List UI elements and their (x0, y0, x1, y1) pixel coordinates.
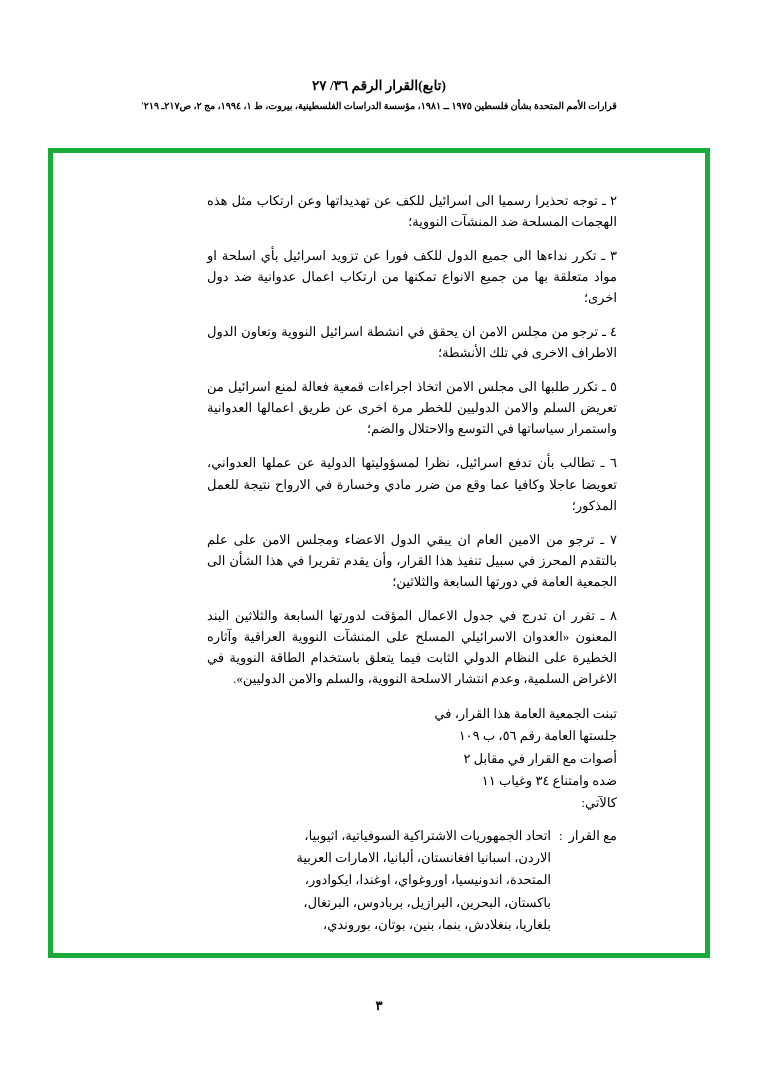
adoption-note (207, 703, 617, 815)
clause-item: ٤ ـ ترجو من مجلس الامن ان يحقق في انشطة اسرائيل النووية وتعاون الدول الاطراف الاخرى في تلك الأنشطة؛ (207, 324, 617, 361)
clause-item: ٨ ـ تقرر ان تدرج في جدول الاعمال المؤقت لدورتها السابعة والثلاثين البند المعنون «العدوان الاسرائيلي المسلح على المنشآت النووية العراقية وآثاره الخطيرة على النظام الدولي الثابت فيما يتعلق باستخدام الطاقة النووية في الاغراض السلمية، وعدم انتشار الاسلحة النووية، والسلم والامن الدوليين». (207, 607, 617, 686)
vote-list-colon: : (559, 827, 563, 843)
resolution-body (207, 177, 617, 937)
vote-list-line: الاردن، اسبانيا افغانستان، ألبانيا، الامارات العربية (296, 850, 552, 866)
green-border-frame (48, 148, 710, 958)
adoption-line: جلستها العامة رقم ٥٦، ب ١٠٩ (458, 728, 617, 744)
clause-item: ٦ ـ تطالب بأن تدفع اسرائيل، نظرا لمسؤوليتها الدولية عن عملها العدواني، تعويضا عاجلا وكافيا عما وقع من ضرر مادي وخسارة في الارواح نتيجة للعمل المذكور؛ (207, 455, 617, 513)
adoption-line: ضده وامتناع ٣٤ وغياب ١١ (481, 773, 617, 789)
vote-list-line: باكستان، البحرين، البرازيل، بربادوس، البرتغال، (303, 894, 552, 910)
vote-list-line: المتحدة، اندونيسيا، اوروغواي، اوغندا، ايكوادور، (304, 872, 552, 888)
adoption-line: كالآتي: (581, 795, 617, 811)
page-header (0, 78, 758, 112)
vote-list-in-favour (207, 825, 617, 937)
clause-item: ٢ ـ توجه تحذيرا رسميا الى اسرائيل للكف عن تهديداتها وعن ارتكاب مثل هذه الهجمات المسلحة ضد المنشآت النووية؛ (207, 193, 617, 230)
vote-list-line: اتحاد الجمهوريات الاشتراكية السوفياتية، اثيوبيا، (304, 827, 552, 843)
clause-item: ٧ ـ ترجو من الامين العام ان يبقي الدول الاعضاء ومجلس الامن على علم بالتقدم المحرز في سبيل تنفيذ هذا القرار، وأن يقدم تقريرا في هذا الشأن الى الجمعية العامة في دورتها السابعة والثلاثين؛ (207, 531, 617, 589)
adoption-line: تبنت الجمعية العامة هذا القرار، في (434, 705, 617, 721)
page-number: ٣ (375, 998, 383, 1013)
clause-item: ٥ ـ تكرر طلبها الى مجلس الامن اتخاذ اجراءات قمعية فعالة لمنع اسرائيل من تعريض السلم والامن الدوليين للخطر مرة اخرى عن طريق اعمالها العدوانية واستمرار سياساتها في التوسع والاحتلال والضم؛ (207, 379, 617, 437)
vote-list-countries (207, 825, 551, 937)
vote-list-line: بلغاريا، بنغلادش، بنما، بنين، بوتان، بوروندي، (323, 917, 552, 933)
page-source-citation: قرارات الأمم المتحدة بشأن فلسطين ١٩٧٥ ــ ١٩٨١، مؤسسة الدراسات الفلسطينية، بيروت، ط ١، ١٩٩٤، مج ٢، ص٢١٧ـ ٢١٩' (141, 102, 617, 112)
page-title: (تابع)القرار الرقم ٣٦/ ٢٧ (312, 78, 446, 93)
vote-list-label: مع القرار (568, 827, 617, 843)
adoption-line: أصوات مع القرار في مقابل ٢ (463, 750, 617, 766)
clause-item: ٣ ـ تكرر نداءها الى جميع الدول للكف فورا عن تزويد اسرائيل بأي اسلحة او مواد متعلقة بها من جميع الانواع تمكنها من ارتكاب اعمال عدوانية ضد دول اخرى؛ (207, 248, 617, 306)
